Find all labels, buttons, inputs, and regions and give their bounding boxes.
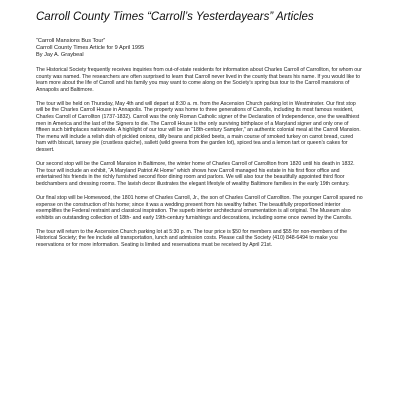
article-title: “Carroll Mansions Bus Tour” xyxy=(36,38,106,44)
page-header-title: Carroll County Times “Carroll’s Yesterdayears” Articles xyxy=(36,11,314,23)
article-source: Carroll County Times Article for 9 April 1995 xyxy=(36,45,145,51)
body-paragraph-2: The tour will be held on Thursday, May 4th and will depart at 8:30 a. m. from the Ascension Church parking lot in Westminster. Our first stop will be the Charles Carroll House in Annapolis. The property was home to three generations of Carrolls, including its most famous resident, Charles Carroll of Carrollton (1737-1832). Carroll was the only Roman Catholic signer of the Declaration of Independence, one the wealthiest men in America and the last of the Signers to die. The Carroll House is the only surviving birthplace of a Maryland signer and only one of fifteen such birthplaces nationwide. A highlight of our tour will be an “18th-century Sampler,” an authentic colonial meal at the Carroll Mansion. The menu will include a relish dish of pickled onions, dilly beans and pickled beets, a main course of smoked turkey on carrot bread, cured ham with biscuit, tansey pie (crustless quiche), sallett (wild greens from the garden lot), spiced tea and a lemon tart or queen’s cakes for dessert. xyxy=(36,100,361,154)
document-page xyxy=(36,10,364,256)
body-paragraph-3: Our second stop will be the Carroll Mansion in Baltimore, the winter home of Charles Carroll of Carrollton from 1820 until his death in 1832. The tour will include an exhibit, “A Maryland Patriot At Home” which shows how Carroll managed his estate in his first floor office and entertained his friends in the richly furnished second floor dining room and parlors. We will also tour the beautifully appointed third floor bedchambers and dressing rooms. The lavish decor illustrates the elegant lifestyle of wealthy Baltimore families in the early 19th century. xyxy=(36,161,355,187)
body-paragraph-5: The tour will return to the Ascension Church parking lot at 5:30 p. m. The tour price is $50 for members and $55 for non-members of the Historical Society; the fee include all transportation, lunch and admission costs. Please call the Society (410) 848-6494 to make you reservations or for more information. Seating is limited and reservations must be received by April 21st. xyxy=(36,228,348,249)
article-byline xyxy=(36,38,364,59)
body-paragraph-1: The Historical Society frequently receives inquiries from out-of-state residents for information about Charles Carroll of Carrollton, for whom our county was named. The researchers are often surprised to learn that Carroll never lived in the county that bears his name. If you would like to learn more about the life of Carroll and his family you may want to come along on the Society’s spring bus tour to the Carroll mansions of Annapolis and Baltimore. xyxy=(36,67,362,93)
article-author: By Jay A. Graybeal xyxy=(36,52,84,58)
body-paragraph-4: Our final stop will be Homewood, the 1801 home of Charles Carroll, Jr., the son of Charles Carroll of Carrollton. The younger Carroll spared no expense on the construction of his home; since it was a wedding present from his wealthy father. The beautifully proportioned interior exemplifies the Federal restraint and classical inspiration. The superb interior architectural ornamentation is all original. The Museum also exhibits an outstanding collection of 18th- and early 19th-century furnishings and decorations, including some once owned by the Carrolls. xyxy=(36,195,363,221)
